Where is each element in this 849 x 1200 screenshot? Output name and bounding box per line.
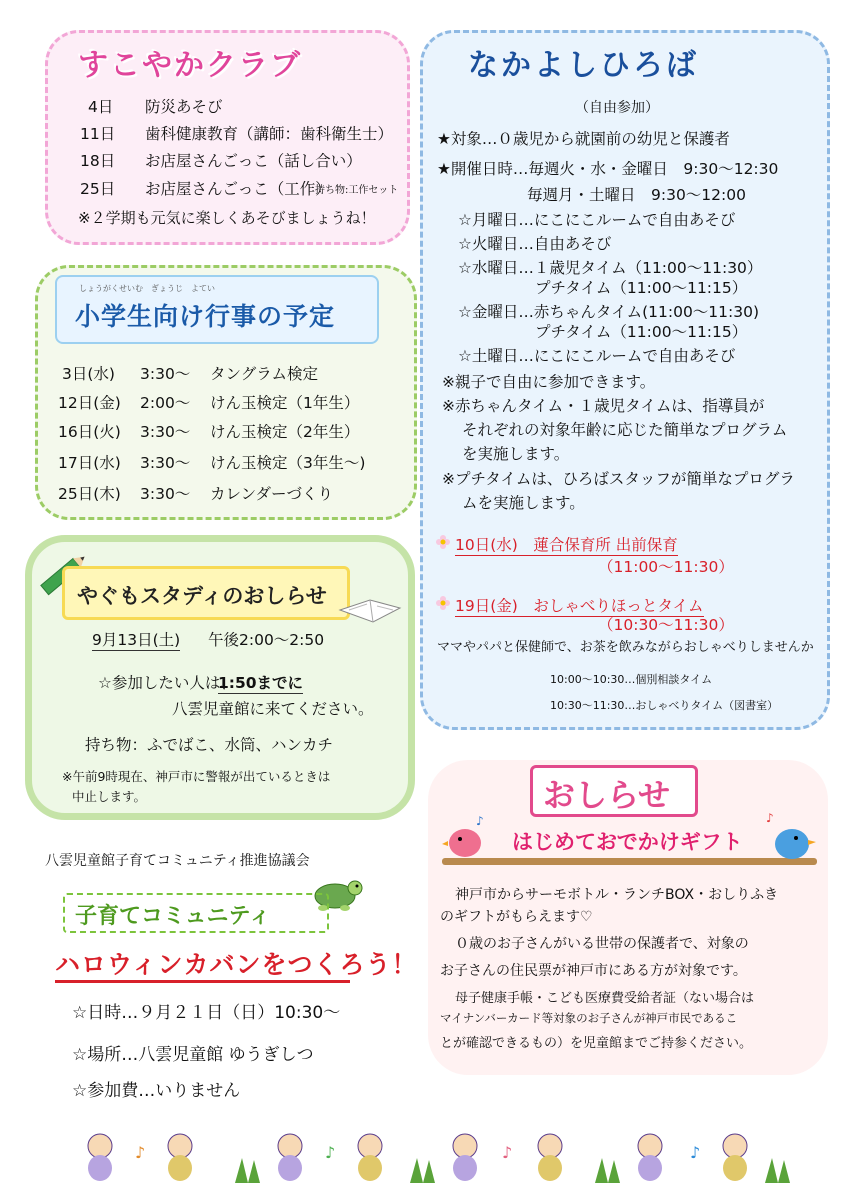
nakayoshi-note: ※親子で自由に参加できます。: [442, 373, 656, 391]
yagumo-note-2: 中止します。: [72, 789, 147, 804]
shogaku-time: 3:30～: [140, 485, 191, 503]
yagumo-time: 午後2:00～2:50: [208, 631, 325, 649]
oshirase-text: 母子健康手帳・こども医療費受給者証（ない場合は: [455, 991, 755, 1006]
oshirase-text: ０歳のお子さんがいる世帯の保護者で、対象の: [455, 936, 749, 952]
nakayoshi-target: ★対象…０歳児から就園前の幼児と保護者: [437, 130, 730, 148]
branch-decoration: [442, 858, 817, 865]
oshirase-title-panel: [530, 765, 698, 817]
oshirase-text: とが確認できるもの）を児童館までご持参ください。: [440, 1036, 753, 1051]
sukoyaka-day: 25日: [80, 180, 116, 198]
flower-icon: [436, 535, 450, 549]
oshirase-text: マイナンバーカード等対象のお子さんが神戸市民であるこ: [440, 1011, 738, 1025]
yagumo-title: やぐもスタディのおしらせ: [77, 584, 327, 608]
bottom-decoration: [70, 1128, 800, 1188]
yagumo-items: 持ち物：ふでばこ、水筒、ハンカチ: [85, 736, 334, 754]
sukoyaka-item: お店屋さんごっこ（工作）: [145, 180, 331, 198]
nakayoshi-note: を実施します。: [462, 445, 570, 463]
shogaku-event: タングラム検定: [210, 365, 319, 383]
community-fee: ☆参加費…いりません: [72, 1081, 241, 1101]
yagumo-date: 9月13日(土): [92, 628, 180, 651]
nakayoshi-subtitle: （自由参加）: [575, 100, 659, 116]
fairy-icon: [453, 1134, 477, 1181]
shogaku-date: 12日(金): [58, 394, 121, 412]
oshirase-text: お子さんの住民票が神戸市にある方が対象です。: [440, 963, 747, 979]
shogaku-event: けん玉検定（1年生）: [210, 394, 360, 412]
shogaku-date: 17日(水): [58, 454, 121, 472]
gift-title: はじめておでかけギフト: [512, 830, 743, 854]
yagumo-title-panel: [62, 566, 350, 620]
music-note-icon: ♪: [502, 1143, 513, 1162]
fairy-icon: [88, 1134, 112, 1181]
shogaku-title: 小学生向け行事の予定: [75, 302, 336, 331]
svg-text:♪: ♪: [766, 811, 774, 825]
grass-icon: [765, 1158, 790, 1183]
nakayoshi-title: なかよしひろば: [468, 48, 699, 83]
shogaku-time: 3:30～: [140, 423, 191, 441]
shogaku-event: けん玉検定（2年生）: [210, 423, 360, 441]
grass-icon: [595, 1158, 620, 1183]
community-title: 子育てコミュニティ: [75, 904, 271, 929]
nakayoshi-day: プチタイム（11:00～11:15）: [535, 323, 748, 341]
fairy-icon: [168, 1134, 192, 1181]
svg-text:♪: ♪: [476, 815, 484, 828]
nakayoshi-note: ※プチタイムは、ひろばスタッフが簡単なプログラ: [442, 470, 795, 488]
shogaku-date: 25日(木): [58, 485, 121, 503]
nakayoshi-event-1: 10日(水) 蓮合保育所 出前保育: [455, 533, 678, 556]
shogaku-event: けん玉検定（3年生～): [210, 454, 366, 472]
yagumo-note: ※午前9時現在、神戸市に警報が出ているときは: [62, 769, 331, 784]
shogaku-date: 16日(火): [58, 423, 121, 441]
community-event-title: ハロウィンカバンをつくろう！: [55, 950, 418, 979]
nakayoshi-hours: ★開催日時…毎週火・水・金曜日 9:30～12:30: [437, 160, 779, 178]
grass-icon: [235, 1158, 260, 1183]
yagumo-deadline: 1:50までに: [218, 671, 303, 694]
fairy-icon: [638, 1134, 662, 1181]
community-place: ☆場所…八雲児童館 ゆうぎしつ: [72, 1045, 314, 1065]
nakayoshi-event-2-desc: ママやパパと保健師で、お茶を飲みながらおしゃべりしませんか: [437, 640, 814, 655]
nakayoshi-event-1-time: （11:00～11:30）: [598, 558, 734, 576]
nakayoshi-note: ※赤ちゃんタイム・１歳児タイムは、指導員が: [442, 397, 765, 415]
shogaku-title-panel: [55, 275, 379, 344]
community-event-underline: [55, 980, 350, 983]
community-date: ☆日時…９月２１日（日）10:30～: [72, 1003, 341, 1023]
nakayoshi-day: ☆月曜日…にこにこルームで自由あそび: [458, 211, 736, 229]
shogaku-title-ruby: しょうがくせいむ ぎょうじ よてい: [79, 284, 215, 293]
community-org: 八雲児童館子育てコミュニティ推進協議会: [45, 853, 310, 869]
fairy-icon: [278, 1134, 302, 1181]
shogaku-date: 3日(水): [62, 365, 115, 383]
sukoyaka-item: 防災あそび: [145, 98, 223, 116]
sukoyaka-note: 持ち物:工作セット: [315, 185, 399, 196]
nakayoshi-event-2: 19日(金) おしゃべりほっとタイム: [455, 594, 704, 617]
sukoyaka-day: 11日: [80, 125, 116, 143]
sukoyaka-day: 18日: [80, 152, 116, 170]
oshirase-title: おしらせ: [543, 776, 671, 814]
shogaku-time: 3:30～: [140, 454, 191, 472]
fairy-icon: [538, 1134, 562, 1181]
nakayoshi-hours-2: 毎週月・土曜日 9:30～12:00: [527, 186, 746, 204]
nakayoshi-day: ☆金曜日…赤ちゃんタイム(11:00～11:30): [458, 303, 760, 321]
fairy-icon: [723, 1134, 747, 1181]
nakayoshi-day: ☆土曜日…にこにこルームで自由あそび: [458, 347, 736, 365]
music-note-icon: ♪: [135, 1143, 146, 1162]
community-title-panel: [63, 893, 329, 933]
sukoyaka-day: 4日: [88, 98, 114, 116]
yagumo-instruction: ☆参加したい人は、: [98, 674, 236, 692]
nakayoshi-note: それぞれの対象年齢に応じた簡単なプログラム: [462, 421, 788, 439]
nakayoshi-day: ☆水曜日…１歳児タイム（11:00～11:30）: [458, 259, 763, 277]
fairy-icon: [358, 1134, 382, 1181]
book-icon: [335, 590, 405, 635]
sukoyaka-footer: ※２学期も元気に楽しくあそびましょうね！: [78, 209, 376, 227]
shogaku-time: 2:00～: [140, 394, 191, 412]
shogaku-time: 3:30～: [140, 365, 191, 383]
oshirase-text: 神戸市からサーモボトル・ランチBOX・おしりふき: [455, 887, 779, 903]
nakayoshi-note: ムを実施します。: [462, 494, 585, 512]
flower-icon: [436, 596, 450, 610]
music-note-icon: ♪: [690, 1143, 701, 1162]
sukoyaka-item: 歯科健康教育（講師：歯科衛生士）: [145, 125, 394, 143]
sukoyaka-club-title: すこやかクラブ: [78, 48, 302, 83]
oshirase-text: のギフトがもらえます♡: [440, 909, 593, 925]
nakayoshi-day: プチタイム（11:00～11:15）: [535, 279, 748, 297]
nakayoshi-schedule: 10:00～10:30…個別相談タイム: [550, 673, 713, 686]
yagumo-instruction-2: 八雲児童館に来てください。: [172, 700, 374, 718]
sukoyaka-item: お店屋さんごっこ（話し合い）: [145, 152, 362, 170]
nakayoshi-day: ☆火曜日…自由あそび: [458, 235, 612, 253]
shogaku-event: カレンダーづくり: [210, 485, 333, 503]
blue-bird-icon: [762, 810, 818, 864]
grass-icon: [410, 1158, 435, 1183]
nakayoshi-event-2-time: （10:30～11:30）: [598, 616, 734, 634]
nakayoshi-schedule: 10:30～11:30…おしゃべりタイム（図書室）: [550, 699, 779, 712]
pink-bird-icon: [440, 815, 490, 863]
music-note-icon: ♪: [325, 1143, 336, 1162]
